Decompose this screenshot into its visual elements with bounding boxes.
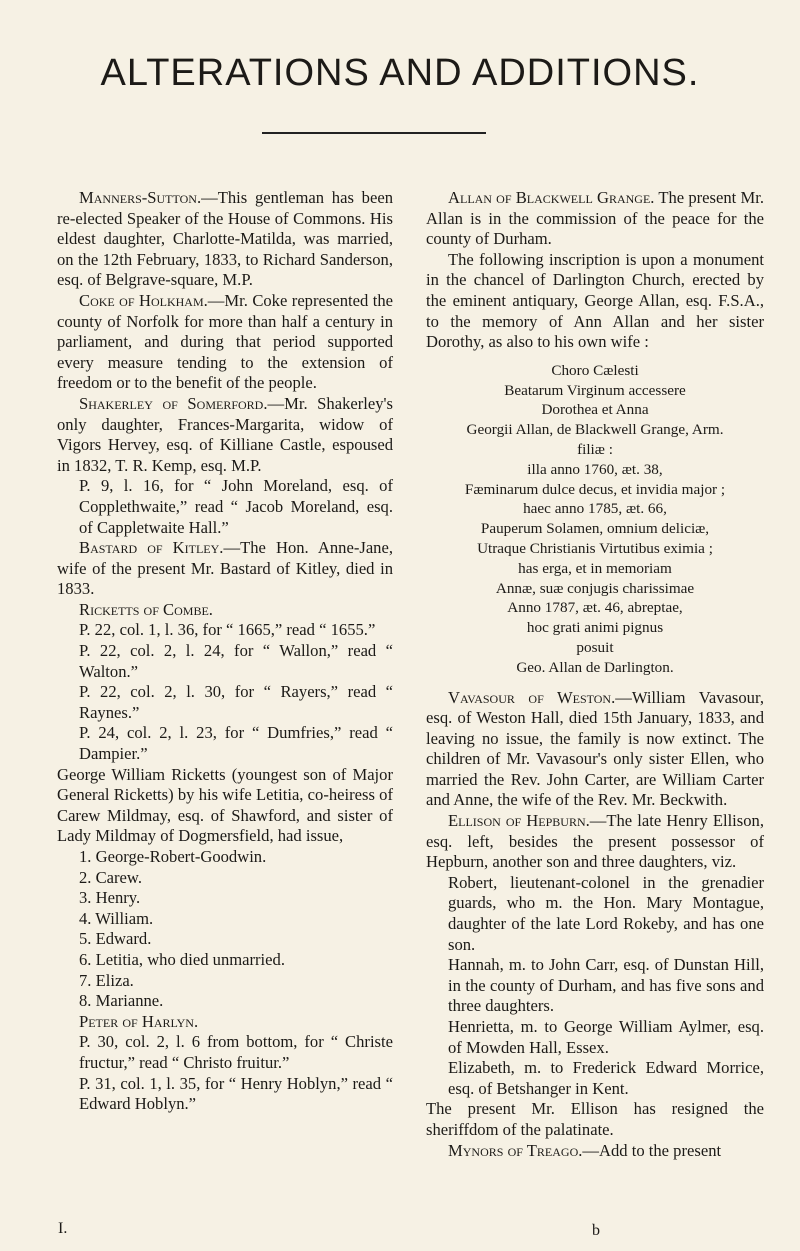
inscription-line: illa anno 1760, æt. 38,: [527, 460, 663, 478]
entry-vavasour: [426, 688, 764, 812]
entry-manners-sutton: [57, 188, 393, 291]
signature-mark: b: [592, 1222, 600, 1239]
entry-mynors: [426, 1141, 764, 1162]
ellison-child: Henrietta, m. to George William Aylmer, esq. of Mowden Hall, Essex.: [448, 1017, 764, 1057]
inscription-line: hoc grati animi pignus: [526, 619, 664, 637]
allan-paragraph: The following inscription is upon a monument in the chancel of Darlington Church, erected by the eminent antiquary, George Allan, esq. F.S.A., to the memory of Ann Allan and her sister Dorothy, as also to his own wife :: [426, 249, 764, 352]
inscription-line: Annæ, suæ conjugis charissimae: [495, 579, 695, 597]
entry-text: —William Vavasour, esq. of Weston Hall, died 15th January, 1833, and leaving no issue, the family is now extinct. The children of Mr. Vavasour's only sister Ellen, who married the Rev. John Carter, are William Carter and Anne, the wife of the Rev. Mr. Beckwith.: [426, 687, 764, 810]
inscription-line: Utraque Christianis Virtutibus eximia ;: [477, 539, 713, 557]
correction: P. 22, col. 2, l. 30, for “ Rayers,” read “ Raynes.”: [79, 682, 393, 722]
entry-heading: Ricketts of Combe.: [79, 599, 213, 619]
issue-item: 2. Carew.: [79, 867, 142, 887]
entry-heading: Coke of Holkham.: [79, 290, 208, 310]
correction: P. 22, col. 1, l. 36, for “ 1665,” read “ 1655.”: [79, 620, 376, 640]
page-title: ALTERATIONS AND ADDITIONS.: [100, 52, 700, 94]
inscription-line: has erga, et in memoriam: [518, 559, 672, 577]
entry-heading: Shakerley of Somerford.: [79, 393, 268, 413]
title-rule: [262, 132, 486, 134]
entry-shakerley: [57, 394, 393, 476]
correction: P. 9, l. 16, for “ John Moreland, esq. of Copplethwaite,” read “ Jacob Moreland, esq. of Cappletwaite Hall.”: [79, 476, 393, 537]
correction: P. 31, col. 1, l. 35, for “ Henry Hoblyn,” read “ Edward Hoblyn.”: [79, 1073, 393, 1114]
entry-text: —The late Henry Ellison, esq. left, besides the present possessor of Hepburn, another son and three daughters, viz.: [426, 811, 764, 872]
ellison-child: Robert, lieutenant-colonel in the grenadier guards, who m. the Hon. Mary Montague, daughter of the late Lord Rokeby, and has one son.: [448, 872, 764, 954]
entry-allan: [426, 188, 764, 250]
entry-heading: Bastard of Kitley.: [79, 538, 224, 558]
issue-item: 5. Edward.: [79, 929, 152, 949]
ellison-child: Elizabeth, m. to Frederick Edward Morrice, esq. of Betshanger in Kent.: [448, 1058, 764, 1098]
inscription-line: haec anno 1785, æt. 66,: [523, 500, 667, 518]
inscription-line: Pauperum Solamen, omnium deliciæ,: [480, 520, 710, 538]
inscription-line: Georgii Allan, de Blackwell Grange, Arm.: [466, 421, 724, 439]
entry-heading: Manners-Sutton.: [79, 188, 202, 207]
entry-text: —Mr. Shakerley's only daughter, Frances-Margarita, widow of Vigors Hervey, esq. of Killiane Castle, espoused in 1832, T. R. Kemp, esq. M.P.: [57, 393, 393, 475]
entry-text: —Add to the present: [582, 1140, 722, 1160]
entry-bastard: [57, 538, 393, 600]
inscription-line: Fæminarum dulce decus, et invidia major ;: [464, 480, 726, 498]
entry-ellison: [426, 811, 764, 873]
entry-heading: Peter of Harlyn.: [79, 1011, 199, 1031]
entry-text: —This gentleman has been re-elected Speaker of the House of Commons. His eldest daughter, Charlotte-Matilda, was married, on the 12th February, 1833, to Richard Sanderson, esq. of Belgrave-square, M.P.: [57, 188, 393, 290]
ellison-end: The present Mr. Ellison has resigned the sheriffdom of the palatinate.: [426, 1099, 764, 1139]
george-paragraph: George William Ricketts (youngest son of Major General Ricketts) by his wife Letitia, co-heiress of Carew Mildmay, esq. of Shawford, and sister of Lady Mildmay of Dogmersfield, had issue,: [57, 764, 393, 846]
entry-peter: [57, 1012, 393, 1033]
inscription-line: filiæ :: [577, 440, 613, 458]
right-column: [426, 188, 764, 1161]
entry-text: —Mr. Coke represented the county of Norfolk for more than half a century in parliament, and during that period supported every measure tending to the extension of freedom or to the benefit of the people.: [57, 290, 393, 393]
ellison-child: Hannah, m. to John Carr, esq. of Dunstan Hill, in the county of Durham, and has five sons and three daughters.: [448, 955, 764, 1016]
correction: P. 24, col. 2, l. 23, for “ Dumfries,” read “ Dampier.”: [79, 723, 393, 764]
inscription-line: Anno 1787, æt. 46, abreptae,: [507, 599, 683, 617]
issue-item: 4. William.: [79, 908, 154, 928]
issue-item: 8. Marianne.: [79, 991, 164, 1011]
entry-ricketts: [57, 600, 393, 621]
entry-text: —The Hon. Anne-Jane, wife of the present Mr. Bastard of Kitley, died in 1833.: [57, 538, 393, 599]
entry-text: The present Mr. Allan is in the commission of the peace for the county of Durham.: [426, 188, 764, 249]
issue-item: 3. Henry.: [79, 888, 141, 908]
entry-heading: Ellison of Hepburn.: [448, 811, 590, 831]
correction: P. 22, col. 2, l. 24, for “ Wallon,” read “ Walton.”: [79, 641, 393, 681]
inscription-line: Dorothea et Anna: [541, 401, 649, 419]
volume-mark: I.: [58, 1220, 68, 1237]
issue-item: 6. Letitia, who died unmarried.: [79, 949, 285, 969]
inscription-line: posuit: [576, 638, 614, 656]
entry-heading: Allan of Blackwell Grange.: [448, 188, 655, 207]
correction: P. 30, col. 2, l. 6 from bottom, for “ Christe fructur,” read “ Christo fruitur.”: [79, 1032, 393, 1072]
entry-heading: Vavasour of Weston.: [448, 687, 616, 707]
left-column: [57, 188, 393, 1115]
issue-item: 7. Eliza.: [79, 970, 134, 990]
issue-item: 1. George-Robert-Goodwin.: [79, 847, 267, 866]
entry-heading: Mynors of Treago.: [448, 1140, 583, 1160]
inscription-line: Choro Cælesti: [551, 361, 639, 379]
inscription: [426, 361, 764, 678]
inscription-line: Beatarum Virginum accessere: [504, 381, 686, 399]
entry-coke: [57, 291, 393, 394]
inscription-line: Geo. Allan de Darlington.: [516, 658, 674, 676]
